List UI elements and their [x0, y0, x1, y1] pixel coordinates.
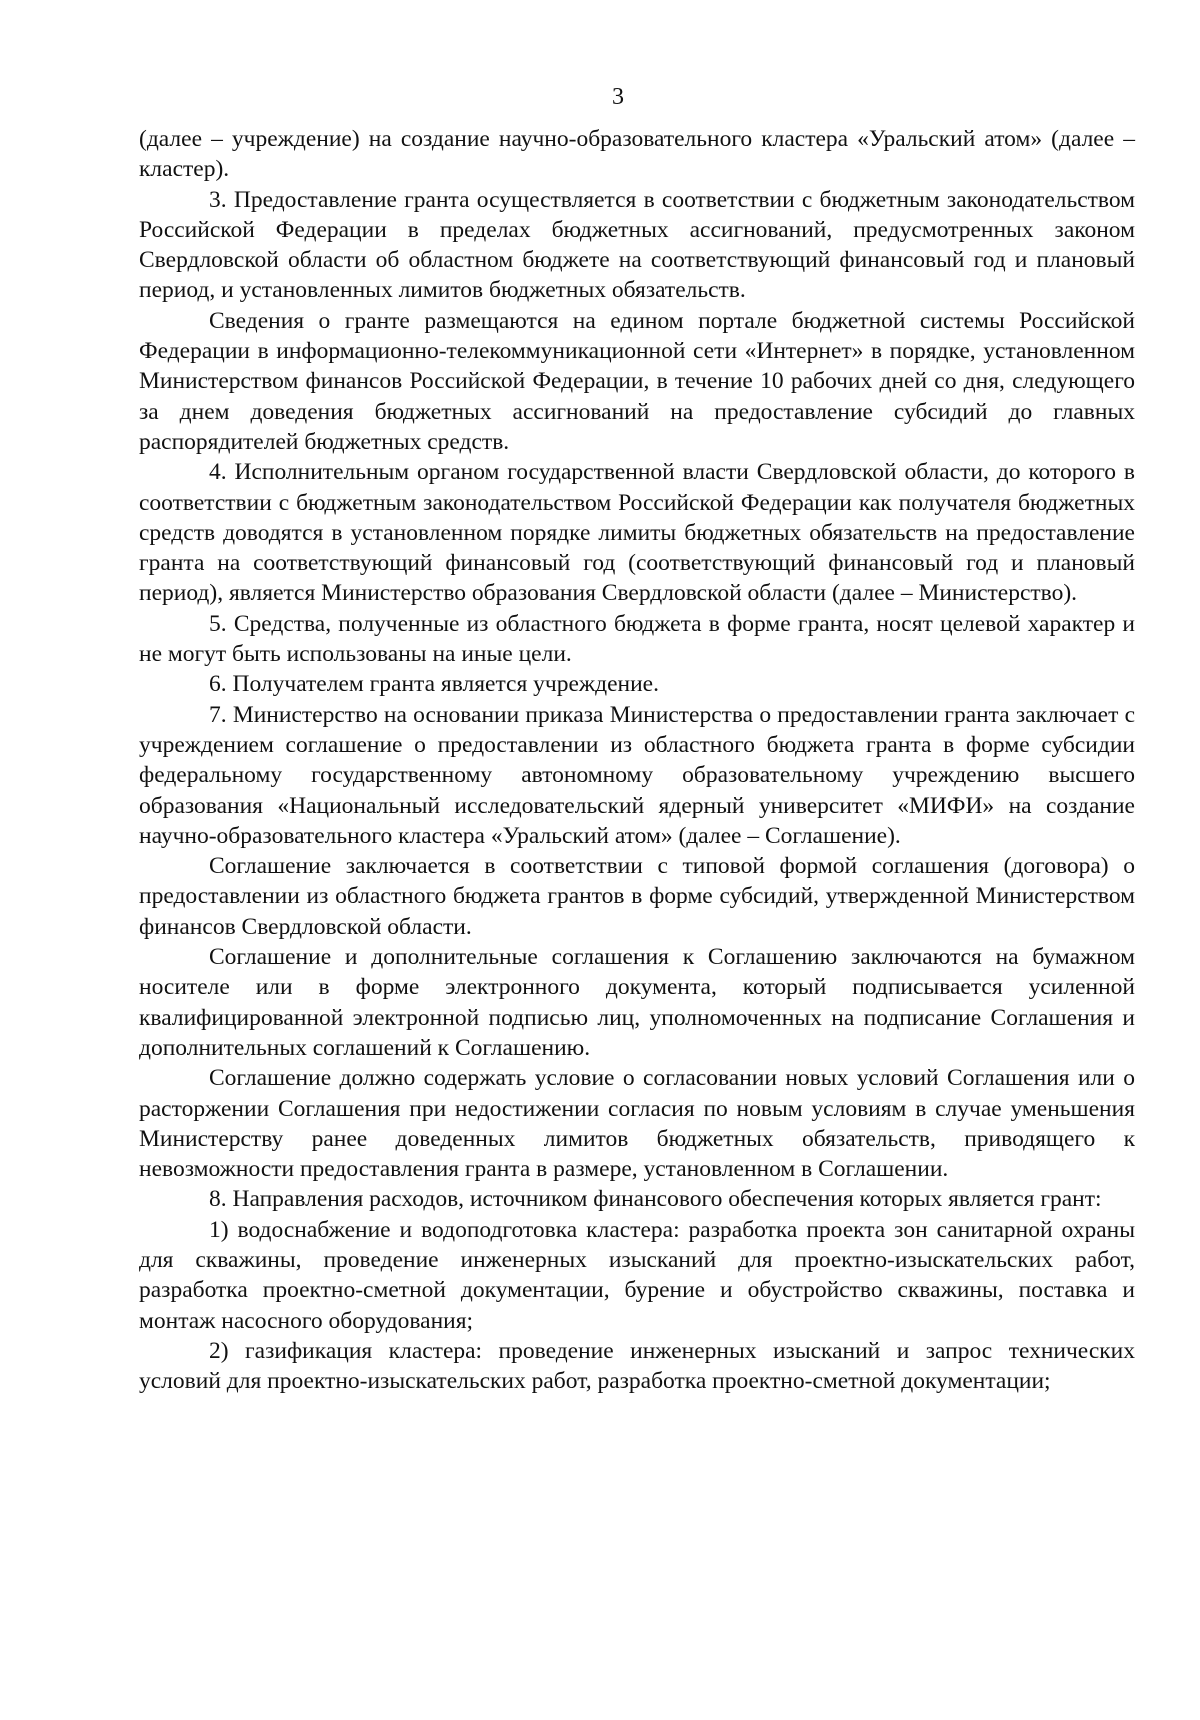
- paragraph-grant-info: Сведения о гранте размещаются на едином портале бюджетной системы Российской Федерации в информационно-телекоммуникационной сети «Интернет» в порядке, установленном Министерством финансов Российской Федерации, в течение 10 рабочих дней со дня, следующего за днем доведения бюджетных ассигнований на предоставление субсидий до главных распорядителей бюджетных средств.: [139, 307, 1135, 455]
- paragraph-subitem-1: 1) водоснабжение и водоподготовка кластера: разработка проекта зон санитарной охраны для скважины, проведение инженерных изысканий для проектно-изыскательских работ, разработка проектно-сметной документации, бурение и обустройство скважины, поставка и монтаж насосного оборудования;: [139, 1216, 1135, 1334]
- paragraph-item-3: 3. Предоставление гранта осуществляется в соответствии с бюджетным законодательством Российской Федерации в пределах бюджетных ассигнований, предусмотренных законом Свердловской области об областном бюджете на соответствующий финансовый год и плановый период, и установленных лимитов бюджетных обязательств.: [139, 186, 1135, 304]
- page-number: 3: [612, 84, 624, 110]
- paragraph-item-5: 5. Средства, полученные из областного бюджета в форме гранта, носят целевой характер и не могут быть использованы на иные цели.: [139, 610, 1135, 668]
- paragraph-item-6: 6. Получателем гранта является учреждение.: [209, 671, 659, 698]
- paragraph-item-7: 7. Министерство на основании приказа Министерства о предоставлении гранта заключает с учреждением соглашение о предоставлении из областного бюджета гранта в форме субсидии федеральному государственному автономному образовательному учреждению высшего образования «Национальный исследовательский ядерный университет «МИФИ» на создание научно-образовательного кластера «Уральский атом» (далее – Соглашение).: [139, 701, 1135, 849]
- paragraph-agreement-signing: Соглашение и дополнительные соглашения к Соглашению заключаются на бумажном носителе или в форме электронного документа, который подписывается усиленной квалифицированной электронной подписью лиц, уполномоченных на подписание Соглашения и дополнительных соглашений к Соглашению.: [139, 944, 1135, 1061]
- paragraph-item-8: 8. Направления расходов, источником финансового обеспечения которых является грант:: [209, 1186, 1102, 1213]
- paragraph-continuation: (далее – учреждение) на создание научно-образовательного кластера «Уральский атом» (далее – кластер).: [139, 126, 1135, 183]
- paragraph-subitem-2: 2) газификация кластера: проведение инженерных изысканий и запрос технических условий для проектно-изыскательских работ, разработка проектно-сметной документации;: [139, 1337, 1135, 1395]
- paragraph-agreement-conditions: Соглашение должно содержать условие о согласовании новых условий Соглашения или о расторжении Соглашения при недостижении согласия по новым условиям в случае уменьшения Министерству ранее доведенных лимитов бюджетных обязательств, приводящего к невозможности предоставления гранта в размере, установленном в Соглашении.: [139, 1065, 1135, 1183]
- paragraph-agreement-form: Соглашение заключается в соответствии с типовой формой соглашения (договора) о предоставлении из областного бюджета грантов в форме субсидий, утвержденной Министерством финансов Свердловской области.: [139, 853, 1135, 940]
- paragraph-item-4: 4. Исполнительным органом государственной власти Свердловской области, до которого в соответствии с бюджетным законодательством Российской Федерации как получателя бюджетных средств доводятся в установленном порядке лимиты бюджетных обязательств на предоставление гранта на соответствующий финансовый год (соответствующий финансовый год и плановый период), является Министерство образования Свердловской области (далее – Министерство).: [139, 459, 1135, 607]
- document-body: [139, 124, 1135, 1396]
